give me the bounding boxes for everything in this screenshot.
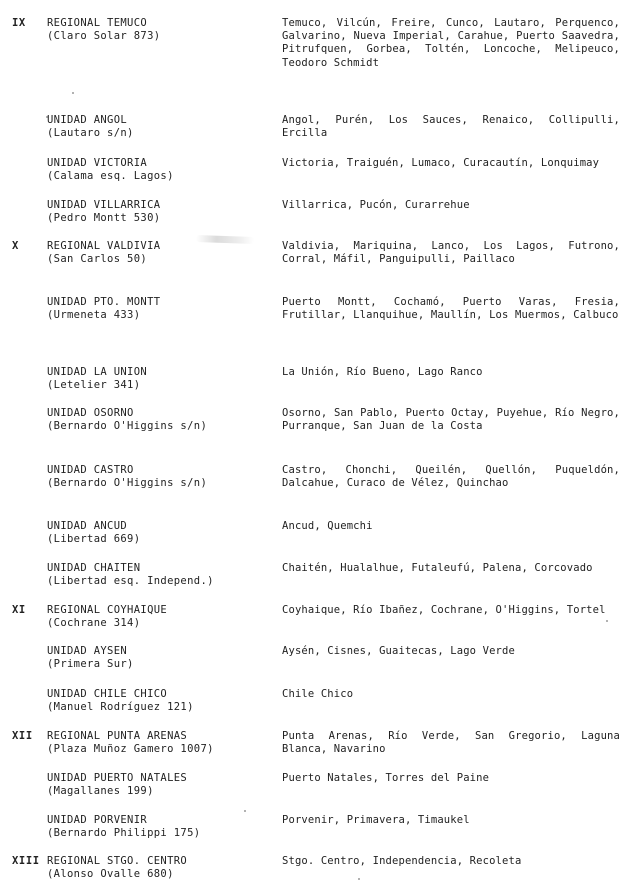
region-numeral: XII bbox=[12, 730, 33, 742]
office-address: (Plaza Muñoz Gamero 1007) bbox=[47, 743, 214, 756]
communes-list: Puerto Montt, Cochamó, Puerto Varas, Fresia, Frutillar, Llanquihue, Maullín, Los Muermos, Calbuco bbox=[282, 296, 620, 322]
office-block bbox=[47, 114, 279, 140]
office-address: (San Carlos 50) bbox=[47, 253, 148, 266]
office-block bbox=[47, 407, 279, 433]
scan-speck bbox=[358, 878, 360, 880]
communes-list: Punta Arenas, Río Verde, San Gregorio, Laguna Blanca, Navarino bbox=[282, 730, 620, 756]
office-address: (Bernardo O'Higgins s/n) bbox=[47, 420, 208, 433]
office-name: UNIDAD AYSEN bbox=[47, 645, 128, 657]
office-block bbox=[47, 604, 279, 630]
communes-list: Temuco, Vilcún, Freire, Cunco, Lautaro, Perquenco, Galvarino, Nueva Imperial, Carahue, Puerto Saavedra, Pitrufquen, Gorbea, Toltén, Loncoche, Melipeuco, Teodoro Schmidt bbox=[282, 17, 620, 69]
office-address: (Manuel Rodríguez 121) bbox=[47, 701, 194, 714]
office-block bbox=[47, 645, 279, 671]
communes-list: Chile Chico bbox=[282, 688, 354, 700]
office-block bbox=[47, 240, 279, 266]
region-numeral: IX bbox=[12, 17, 26, 29]
office-address: (Urmeneta 433) bbox=[47, 309, 141, 322]
communes-list: Porvenir, Primavera, Timaukel bbox=[282, 814, 470, 826]
office-name: REGIONAL TEMUCO bbox=[47, 17, 148, 29]
communes-list: Valdivia, Mariquina, Lanco, Los Lagos, Futrono, Corral, Máfil, Panguipulli, Paillaco bbox=[282, 240, 620, 266]
office-name: UNIDAD CHILE CHICO bbox=[47, 688, 168, 700]
scan-speck bbox=[72, 92, 74, 94]
office-address: (Alonso Ovalle 680) bbox=[47, 868, 174, 881]
office-name: UNIDAD CASTRO bbox=[47, 464, 134, 476]
communes-list: Aysén, Cisnes, Guaitecas, Lago Verde bbox=[282, 645, 515, 657]
office-block bbox=[47, 366, 279, 392]
communes-list: La Unión, Río Bueno, Lago Ranco bbox=[282, 366, 483, 378]
office-name: UNIDAD ANCUD bbox=[47, 520, 128, 532]
office-block bbox=[47, 814, 279, 840]
office-name: UNIDAD LA UNION bbox=[47, 366, 148, 378]
office-name: REGIONAL COYHAIQUE bbox=[47, 604, 168, 616]
office-block bbox=[47, 730, 279, 756]
region-numeral: XIII bbox=[12, 855, 40, 867]
office-name: UNIDAD PTO. MONTT bbox=[47, 296, 161, 308]
office-name: UNIDAD PUERTO NATALES bbox=[47, 772, 188, 784]
office-address: (Primera Sur) bbox=[47, 658, 134, 671]
office-address: (Pedro Montt 530) bbox=[47, 212, 161, 225]
office-block bbox=[47, 464, 279, 490]
office-address: (Lautaro s/n) bbox=[47, 127, 134, 140]
scan-speck bbox=[244, 810, 246, 812]
office-name: UNIDAD VILLARRICA bbox=[47, 199, 161, 211]
office-block bbox=[47, 562, 279, 588]
office-name: UNIDAD OSORNO bbox=[47, 407, 134, 419]
office-name: UNIDAD ANGOL bbox=[47, 114, 128, 126]
office-name: REGIONAL STGO. CENTRO bbox=[47, 855, 188, 867]
office-address: (Bernardo Philippi 175) bbox=[47, 827, 201, 840]
office-block bbox=[47, 688, 279, 714]
office-address: (Magallanes 199) bbox=[47, 785, 154, 798]
office-name: REGIONAL PUNTA ARENAS bbox=[47, 730, 188, 742]
communes-list: Ancud, Quemchi bbox=[282, 520, 373, 532]
region-numeral: X bbox=[12, 240, 19, 252]
office-name: UNIDAD VICTORIA bbox=[47, 157, 148, 169]
office-block bbox=[47, 17, 279, 43]
office-name: UNIDAD CHAITEN bbox=[47, 562, 141, 574]
office-address: (Cochrane 314) bbox=[47, 617, 141, 630]
office-block bbox=[47, 855, 279, 881]
office-address: (Claro Solar 873) bbox=[47, 30, 161, 43]
office-block bbox=[47, 296, 279, 322]
office-address: (Letelier 341) bbox=[47, 379, 141, 392]
communes-list: Osorno, San Pablo, Puerto Octay, Puyehue, Río Negro, Purranque, San Juan de la Costa bbox=[282, 407, 620, 433]
office-name: UNIDAD PORVENIR bbox=[47, 814, 148, 826]
office-address: (Calama esq. Lagos) bbox=[47, 170, 174, 183]
office-block bbox=[47, 520, 279, 546]
office-address: (Libertad esq. Independ.) bbox=[47, 575, 214, 588]
communes-list: Stgo. Centro, Independencia, Recoleta bbox=[282, 855, 522, 867]
office-block bbox=[47, 772, 279, 798]
office-block bbox=[47, 199, 279, 225]
communes-list: Angol, Purén, Los Sauces, Renaico, Collipulli, Ercilla bbox=[282, 114, 620, 140]
communes-list: Villarrica, Pucón, Curarrehue bbox=[282, 199, 470, 211]
office-block bbox=[47, 157, 279, 183]
communes-list: Puerto Natales, Torres del Paine bbox=[282, 772, 490, 784]
communes-list: Coyhaique, Río Ibañez, Cochrane, O'Higgins, Tortel bbox=[282, 604, 606, 616]
office-name: REGIONAL VALDIVIA bbox=[47, 240, 161, 252]
office-address: (Libertad 669) bbox=[47, 533, 141, 546]
region-numeral: XI bbox=[12, 604, 26, 616]
communes-list: Victoria, Traiguén, Lumaco, Curacautín, Lonquimay bbox=[282, 157, 600, 169]
office-address: (Bernardo O'Higgins s/n) bbox=[47, 477, 208, 490]
communes-list: Castro, Chonchi, Queilén, Quellón, Puqueldón, Dalcahue, Curaco de Vélez, Quinchao bbox=[282, 464, 620, 490]
communes-list: Chaitén, Hualalhue, Futaleufú, Palena, Corcovado bbox=[282, 562, 593, 574]
scan-speck bbox=[606, 620, 608, 622]
